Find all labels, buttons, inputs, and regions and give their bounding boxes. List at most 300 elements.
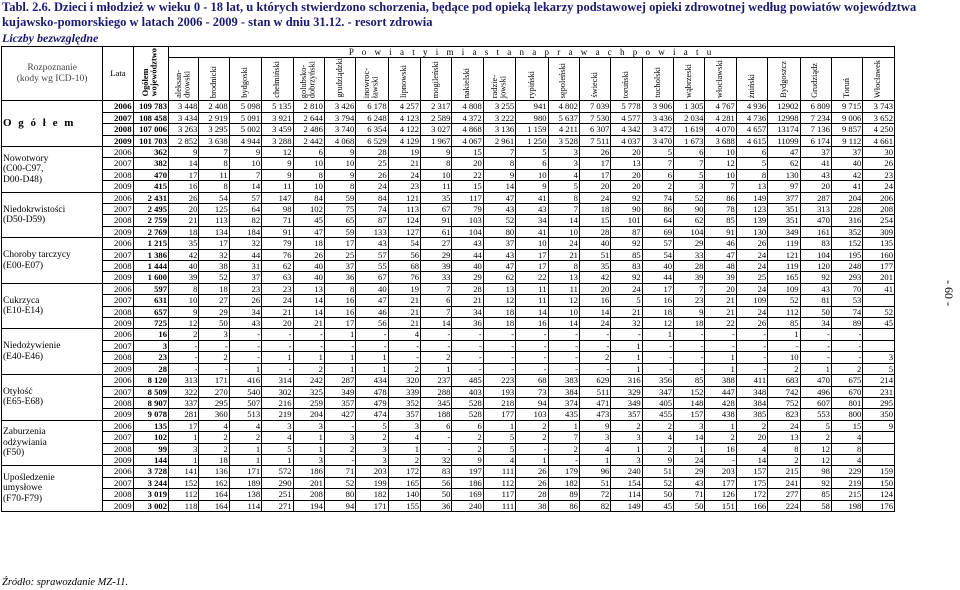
value-cell: 82 [229, 215, 261, 226]
value-cell: 20 [579, 181, 610, 192]
value-cell: 10 [169, 295, 199, 306]
value-cell: 7 [674, 283, 705, 294]
header-powiat [642, 58, 673, 101]
value-cell: - [548, 340, 579, 351]
value-cell: 184 [229, 226, 261, 237]
value-cell: - [483, 340, 515, 351]
value-cell: 3 [356, 443, 388, 454]
value-cell: 215 [831, 489, 862, 500]
value-cell: 80 [483, 226, 515, 237]
value-cell: 9 [516, 181, 548, 192]
value-cell: 26 [516, 477, 548, 488]
value-cell: 83 [611, 261, 642, 272]
value-cell: 113 [388, 204, 420, 215]
value-cell: 29 [452, 272, 483, 283]
value-cell: 474 [356, 409, 388, 420]
value-cell: 160 [863, 249, 895, 260]
value-cell: 4 067 [452, 135, 483, 146]
value-cell: 216 [262, 397, 293, 408]
value-cell: - [736, 363, 767, 374]
header-powiat [324, 58, 355, 101]
table-row [2, 489, 895, 500]
value-cell: 140 [388, 489, 420, 500]
value-cell: 1 [611, 352, 642, 363]
value-cell: 17 [199, 238, 229, 249]
value-cell: 511 [579, 386, 610, 397]
value-cell: 26 [736, 318, 767, 329]
value-cell: 4 736 [736, 112, 767, 123]
value-cell: 2 [516, 420, 548, 431]
value-cell: 64 [229, 204, 261, 215]
value-cell: 161 [800, 226, 831, 237]
header-powiat-label: mogileński [430, 60, 440, 98]
value-cell: 85 [674, 375, 705, 386]
value-cell: 71 [324, 466, 355, 477]
value-cell: 98 [800, 466, 831, 477]
value-cell: 121 [768, 249, 800, 260]
year-cell: 2009 [103, 454, 133, 465]
value-cell: 40 [293, 272, 324, 283]
value-cell: - [800, 352, 831, 363]
value-cell: 83 [800, 238, 831, 249]
value-cell: 92 [611, 272, 642, 283]
table-row [2, 146, 895, 157]
value-cell: 10 [548, 306, 579, 317]
value-cell: 20 [169, 204, 199, 215]
year-cell: 2007 [103, 295, 133, 306]
header-powiat [169, 58, 199, 101]
value-cell: 513 [229, 409, 261, 420]
value-cell: 16 [579, 295, 610, 306]
value-cell: 171 [356, 500, 388, 511]
table-subtitle: Liczby bezwzględne [2, 31, 99, 45]
value-cell: 15 [831, 420, 862, 431]
value-cell: 14 [548, 318, 579, 329]
year-cell: 2009 [103, 500, 133, 511]
value-cell: 1 [262, 352, 293, 363]
value-cell: 322 [169, 386, 199, 397]
value-cell: 13 [611, 158, 642, 169]
value-cell: 92 [800, 477, 831, 488]
value-cell: 119 [768, 238, 800, 249]
value-cell: 172 [388, 466, 420, 477]
value-cell: 9 [579, 420, 610, 431]
value-cell: 15 [452, 181, 483, 192]
value-cell: 2 [642, 443, 673, 454]
value-cell: 5 [516, 146, 548, 157]
value-cell: 2 [199, 443, 229, 454]
value-cell: 5 [611, 295, 642, 306]
value-cell: 17 [516, 261, 548, 272]
value-cell: 43 [800, 169, 831, 180]
year-cell: 2009 [103, 226, 133, 237]
value-cell: 229 [831, 466, 862, 477]
value-cell: 169 [452, 489, 483, 500]
value-cell: 223 [483, 375, 515, 386]
table-row [2, 375, 895, 386]
value-cell: 242 [293, 375, 324, 386]
value-cell: 9 [324, 169, 355, 180]
diagnosis-label: Upośledzenie umysłowe (F70-F79) [2, 466, 103, 512]
value-cell: 37 [483, 238, 515, 249]
total-cell: 3 [133, 340, 168, 351]
value-cell: - [452, 340, 483, 351]
header-powiat [262, 58, 293, 101]
value-cell: 357 [611, 409, 642, 420]
value-cell: 15 [579, 215, 610, 226]
value-cell: 528 [452, 397, 483, 408]
value-cell: - [674, 363, 705, 374]
value-cell: 479 [356, 397, 388, 408]
year-cell: 2009 [103, 135, 133, 146]
value-cell: 41 [863, 283, 895, 294]
table-row [2, 454, 895, 465]
value-cell: 112 [169, 489, 199, 500]
value-cell: 3 [293, 454, 324, 465]
value-cell: 3 434 [169, 112, 199, 123]
value-cell: 349 [324, 386, 355, 397]
value-cell: 320 [388, 375, 420, 386]
total-cell: 101 703 [133, 135, 168, 146]
value-cell: 2 [169, 329, 199, 340]
value-cell: 7 [674, 158, 705, 169]
table-row [2, 101, 895, 112]
value-cell: 4 281 [705, 112, 736, 123]
year-cell: 2008 [103, 124, 133, 135]
value-cell: 1 305 [674, 101, 705, 112]
table-row [2, 215, 895, 226]
value-cell: 23 [674, 295, 705, 306]
table-row [2, 420, 895, 431]
value-cell: 18 [579, 204, 610, 215]
value-cell: 21 [705, 306, 736, 317]
value-cell: 224 [768, 500, 800, 511]
value-cell: 7 511 [579, 135, 610, 146]
total-cell: 2 431 [133, 192, 168, 203]
value-cell: 32 [421, 454, 452, 465]
value-cell: 3 794 [324, 112, 355, 123]
value-cell [863, 340, 895, 351]
value-cell: 329 [611, 386, 642, 397]
value-cell: 27 [421, 238, 452, 249]
value-cell: 14 [674, 432, 705, 443]
value-cell: 309 [863, 226, 895, 237]
value-cell: 215 [768, 466, 800, 477]
value-cell: - [768, 340, 800, 351]
value-cell: 34 [800, 318, 831, 329]
value-cell: 1 [642, 329, 673, 340]
value-cell: 316 [611, 375, 642, 386]
value-cell: 3 [579, 432, 610, 443]
header-powiat-label: toruński [621, 70, 631, 98]
value-cell: 3 [674, 181, 705, 192]
value-cell: 6 [642, 169, 673, 180]
value-cell: 6 174 [800, 135, 831, 146]
value-cell: 5 002 [229, 124, 261, 135]
value-cell: 5 [642, 146, 673, 157]
value-cell: 157 [674, 409, 705, 420]
value-cell: 28 [516, 489, 548, 500]
value-cell: 52 [199, 272, 229, 283]
value-cell: 377 [768, 192, 800, 203]
value-cell: 71 [262, 215, 293, 226]
value-cell: 50 [800, 306, 831, 317]
value-cell: 2 [421, 352, 452, 363]
value-cell: - [831, 329, 862, 340]
value-cell: 2 961 [483, 135, 515, 146]
value-cell: 1 159 [516, 124, 548, 135]
value-cell: - [831, 340, 862, 351]
table-row [2, 318, 895, 329]
value-cell: 271 [262, 500, 293, 511]
value-cell: 13 [293, 283, 324, 294]
total-cell: 2 769 [133, 226, 168, 237]
value-cell: - [388, 352, 420, 363]
value-cell: 295 [199, 397, 229, 408]
header-powiat-label: golubsko- dobrzyński [299, 60, 317, 98]
value-cell: 2 [579, 352, 610, 363]
value-cell: 7 039 [579, 101, 610, 112]
value-cell: 43 [483, 204, 515, 215]
value-cell: 14 [736, 454, 767, 465]
value-cell: - [169, 363, 199, 374]
value-cell: 9 [483, 169, 515, 180]
header-powiat [548, 58, 579, 101]
value-cell: 507 [229, 397, 261, 408]
value-cell: 9 [452, 454, 483, 465]
value-cell: 109 [736, 295, 767, 306]
header-powiat-label: chełmiński [272, 61, 282, 98]
value-cell: 91 [262, 226, 293, 237]
value-cell: 540 [229, 386, 261, 397]
value-cell: 59 [324, 226, 355, 237]
value-cell: 3 027 [421, 124, 452, 135]
value-cell: 50 [199, 318, 229, 329]
value-cell: - [548, 363, 579, 374]
value-cell: 68 [516, 375, 548, 386]
value-cell: 12 [262, 146, 293, 157]
value-cell: 21 [293, 318, 324, 329]
value-cell: 20 [262, 318, 293, 329]
value-cell: 28 [579, 226, 610, 237]
value-cell: 1 [516, 454, 548, 465]
value-cell: 17 [324, 238, 355, 249]
value-cell: 288 [421, 386, 452, 397]
value-cell: 12 [483, 295, 515, 306]
value-cell: 2 [611, 420, 642, 431]
table-row [2, 169, 895, 180]
value-cell: 193 [483, 386, 515, 397]
value-cell: 1 [229, 454, 261, 465]
table-title: Tabl. 2.6. Dzieci i młodzież w wieku 0 - 18 lat, u których stwierdzono schorzenia, będące pod opieką lekarzy podstawowej opieki zdrowotnej według powiatów województwa kujawsko-pomorskiego w latach 2006 - 2009 - stan w dniu 31.12. - resort zdrowia [2, 0, 917, 29]
total-cell: 597 [133, 283, 168, 294]
value-cell: 4 342 [611, 124, 642, 135]
value-cell: 54 [388, 238, 420, 249]
value-cell: 1 [293, 432, 324, 443]
value-cell: 349 [768, 226, 800, 237]
value-cell: 165 [768, 272, 800, 283]
value-cell: 2 [831, 363, 862, 374]
value-cell: 33 [674, 249, 705, 260]
diagnosis-label: Choroby tarczycy (E00-E07) [2, 238, 103, 284]
value-cell: 124 [863, 489, 895, 500]
value-cell: 2 589 [421, 112, 452, 123]
value-cell: 675 [831, 375, 862, 386]
value-cell: 2 [229, 432, 261, 443]
value-cell: 8 [324, 181, 355, 192]
table-row [2, 226, 895, 237]
value-cell: 2 [452, 443, 483, 454]
value-cell: 2 919 [199, 112, 229, 123]
value-cell: 1 967 [421, 135, 452, 146]
value-cell: 3 255 [483, 101, 515, 112]
year-cell: 2007 [103, 432, 133, 443]
value-cell: 4 037 [611, 135, 642, 146]
value-cell: 52 [674, 192, 705, 203]
value-cell: - [705, 329, 736, 340]
value-cell: 52 [483, 215, 515, 226]
value-cell: 16 [324, 306, 355, 317]
year-cell: 2007 [103, 158, 133, 169]
value-cell: 3 [169, 443, 199, 454]
diagnosis-label: Otyłość (E65-E68) [2, 375, 103, 421]
value-cell: 18 [293, 238, 324, 249]
header-powiat [579, 58, 610, 101]
value-cell: 10 [516, 169, 548, 180]
value-cell: 10 [705, 146, 736, 157]
value-cell: 20 [611, 169, 642, 180]
value-cell: 24 [356, 181, 388, 192]
header-powiat-label: lipnowski [399, 64, 409, 98]
value-cell: 251 [262, 489, 293, 500]
value-cell: 24 [768, 420, 800, 431]
value-cell: - [293, 340, 324, 351]
total-cell: 8 509 [133, 386, 168, 397]
value-cell: 10 [324, 158, 355, 169]
value-cell: 37 [324, 261, 355, 272]
value-cell: 403 [452, 386, 483, 397]
value-cell: 670 [831, 386, 862, 397]
value-cell: 5 637 [548, 112, 579, 123]
value-cell: 3 [611, 454, 642, 465]
value-cell: 58 [800, 500, 831, 511]
value-cell: 360 [199, 409, 229, 420]
value-cell: 8 [293, 169, 324, 180]
total-cell: 657 [133, 306, 168, 317]
value-cell: 4 068 [324, 135, 355, 146]
value-cell: 164 [199, 500, 229, 511]
value-cell: 9 [169, 306, 199, 317]
value-cell: - [421, 432, 452, 443]
value-cell: 7 530 [579, 112, 610, 123]
header-powiat [293, 58, 324, 101]
value-cell: 177 [705, 477, 736, 488]
value-cell: 79 [452, 204, 483, 215]
value-cell: 40 [642, 261, 673, 272]
value-cell: - [483, 329, 515, 340]
value-cell: 214 [863, 375, 895, 386]
value-cell: 427 [324, 409, 355, 420]
value-cell: 3 743 [863, 101, 895, 112]
value-cell: 171 [229, 466, 261, 477]
value-cell: 152 [674, 386, 705, 397]
value-cell: 157 [736, 466, 767, 477]
value-cell: 7 [421, 283, 452, 294]
value-cell: 74 [831, 306, 862, 317]
value-cell: 3 222 [483, 112, 515, 123]
value-cell: 1 [483, 420, 515, 431]
value-cell: 6 [421, 420, 452, 431]
year-cell: 2008 [103, 352, 133, 363]
value-cell: 64 [642, 215, 673, 226]
value-cell: 2 [705, 432, 736, 443]
year-cell: 2008 [103, 489, 133, 500]
value-cell: 6 529 [356, 135, 388, 146]
value-cell: 90 [611, 204, 642, 215]
value-cell: 56 [421, 477, 452, 488]
value-cell: 26 [356, 169, 388, 180]
value-cell: - [169, 340, 199, 351]
table-row [2, 352, 895, 363]
value-cell: 177 [483, 409, 515, 420]
value-cell: 35 [421, 192, 452, 203]
table-row [2, 158, 895, 169]
value-cell: - [229, 340, 261, 351]
value-cell: 9 [229, 146, 261, 157]
value-cell: 175 [736, 477, 767, 488]
value-cell: 2 [356, 432, 388, 443]
value-cell: 2 [516, 432, 548, 443]
value-cell: 201 [863, 272, 895, 283]
total-cell: 3 002 [133, 500, 168, 511]
table-row [2, 204, 895, 215]
value-cell: - [483, 352, 515, 363]
value-cell: 96 [579, 466, 610, 477]
total-cell: 1 600 [133, 272, 168, 283]
value-cell: 46 [356, 306, 388, 317]
value-cell: 5 098 [229, 101, 261, 112]
value-cell: 4 211 [548, 124, 579, 135]
value-cell: 1 [611, 443, 642, 454]
value-cell: 148 [674, 397, 705, 408]
value-cell: 189 [229, 477, 261, 488]
value-cell: 8 [324, 283, 355, 294]
value-cell: 352 [388, 397, 420, 408]
value-cell: 11 [548, 283, 579, 294]
value-cell: 26 [863, 158, 895, 169]
header-powiat-label: Bydgoszcz [778, 61, 788, 98]
value-cell: 219 [262, 409, 293, 420]
value-cell: 43 [229, 318, 261, 329]
value-cell: 17 [169, 420, 199, 431]
value-cell: 32 [611, 318, 642, 329]
value-cell: 9 [421, 146, 452, 157]
value-cell: 172 [736, 489, 767, 500]
value-cell: 113 [199, 215, 229, 226]
value-cell: 40 [831, 158, 862, 169]
value-cell: 11 [199, 169, 229, 180]
value-cell: 411 [736, 375, 767, 386]
header-years: Lata [103, 47, 133, 101]
value-cell: 2 [199, 432, 229, 443]
table-row [2, 249, 895, 260]
value-cell: 87 [611, 226, 642, 237]
value-cell: 7 [548, 204, 579, 215]
value-cell: 20 [611, 181, 642, 192]
total-cell: 2 495 [133, 204, 168, 215]
value-cell: 356 [642, 375, 673, 386]
value-cell: - [516, 352, 548, 363]
